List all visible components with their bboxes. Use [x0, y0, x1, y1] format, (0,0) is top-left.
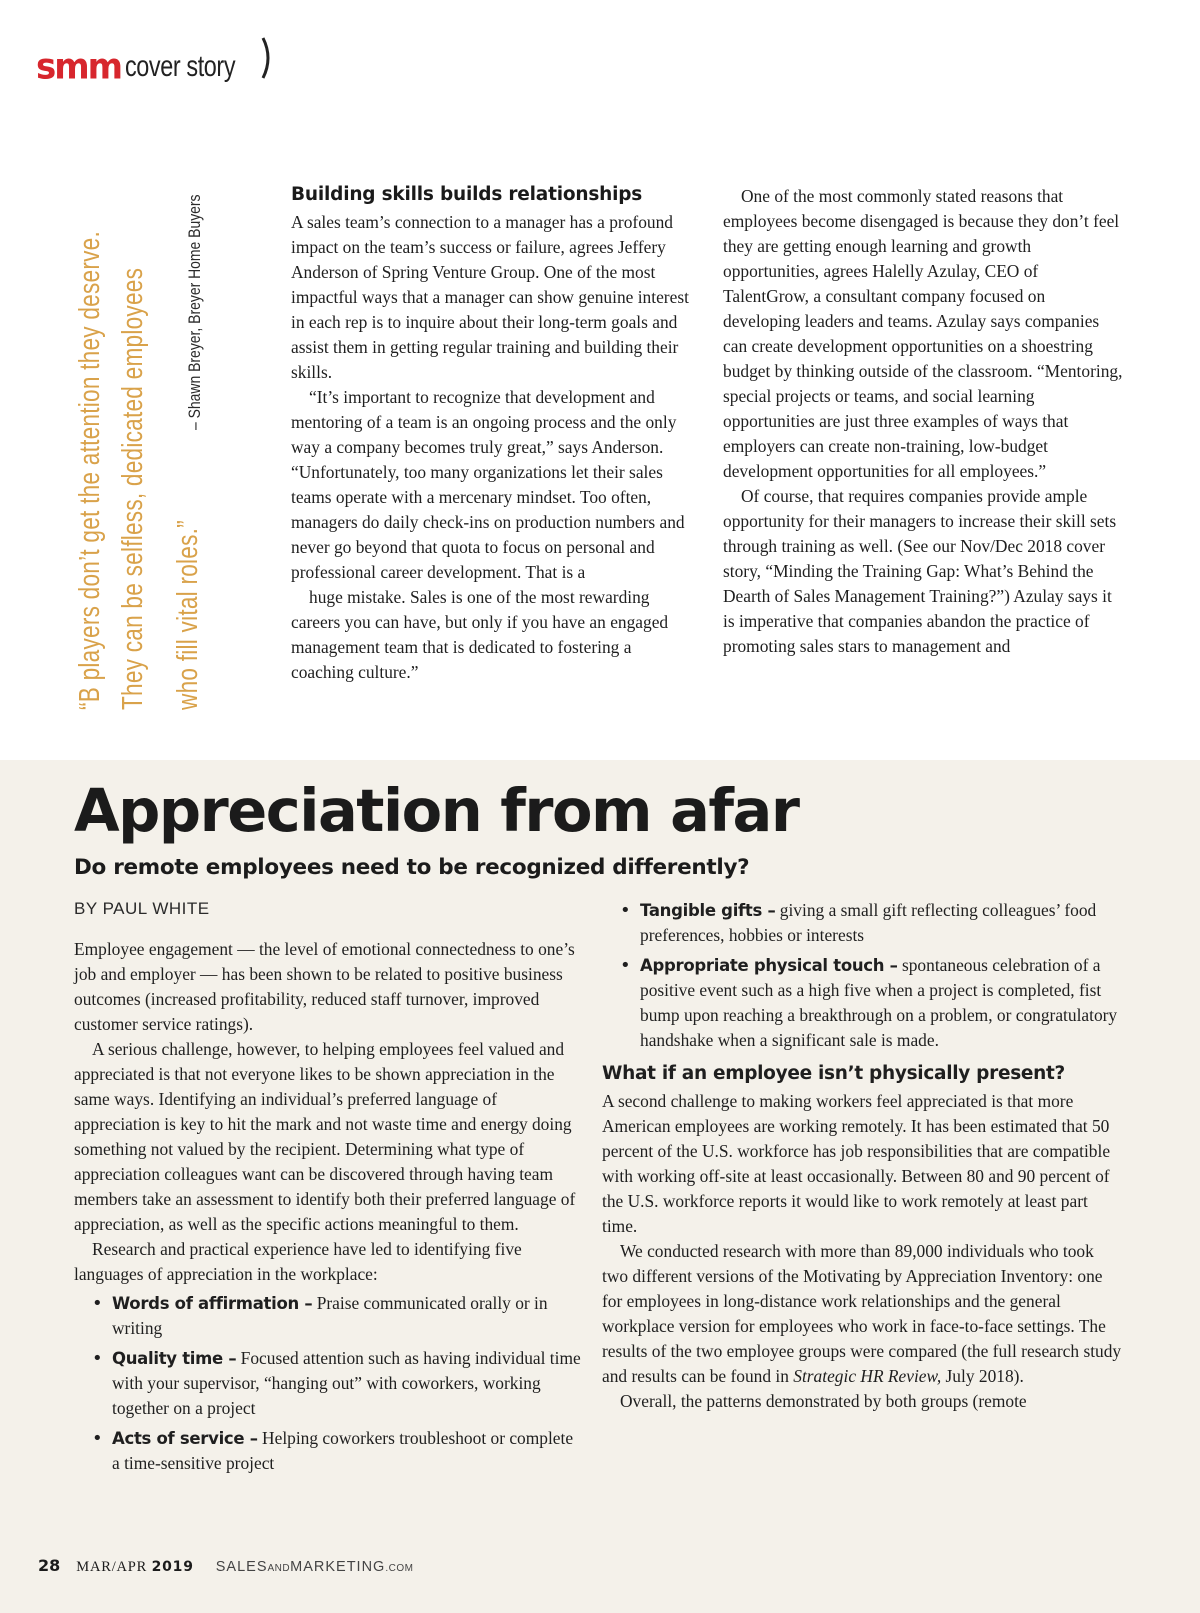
- appreciation-languages-list: [74, 1291, 584, 1476]
- pull-quote: [60, 180, 220, 730]
- top-article-column-2: [723, 184, 1123, 659]
- paragraph: We conducted research with more than 89,000 individuals who took two different versions of the Motivating by Appreciation Inventory: one for employees in long-distance work relationships and the general workplace version for employees who work in face-to-face settings. The results of the two employee groups were compared (the full research study and results can be found in Strategic HR Review, July 2018).: [602, 1241, 1122, 1386]
- page-number: 28: [38, 1556, 61, 1575]
- appreciation-languages-list-continued: [602, 898, 1122, 1053]
- paragraph: A serious challenge, however, to helping employees feel valued and appreciated is that not everyone likes to be shown appreciation in the same ways. Identifying an individual’s preferred language of appreciation is key to hit the mark and not waste time and energy doing something not valued by the recipient. Determining what type of appreciation colleagues want can be discovered through having team members take an assessment to identify both their preferred language of appreciation, as well as the specific actions meaningful to them.: [74, 1039, 576, 1234]
- top-article-column-1: [291, 182, 696, 685]
- list-item: • Words of affirmation – Praise communicated orally or in writing: [74, 1291, 584, 1341]
- page-footer: [38, 1556, 413, 1576]
- paragraph: Employee engagement — the level of emotional connectedness to one’s job and employer — has been shown to be related to positive business outcomes (increased profitability, reduced staff turnover, improved customer service ratings).: [74, 939, 575, 1034]
- article-subtitle: Do remote employees need to be recognized differently?: [74, 855, 750, 880]
- section-heading: Building skills builds relationships: [291, 184, 643, 205]
- section-label: cover story: [125, 50, 236, 83]
- paragraph: One of the most commonly stated reasons that employees become disengaged is because they don’t feel they are getting enough learning and growth opportunities, agrees Halelly Azulay, CEO of TalentGrow, a consultant company focused on developing leaders and teams. Azulay says companies can create development opportunities on a shoestring budget by thinking outside of the classroom. “Mentoring, special projects or teams, and social learning opportunities are just three examples of ways that employers can create non-training, low-budget development opportunities for all employees.”: [723, 186, 1123, 481]
- paragraph: “It’s important to recognize that development and mentoring of a team is an ongoing process and the only way a company becomes truly great,” says Anderson. “Unfortunately, too many organizations let their sales teams operate with a mercenary mindset. Too often, managers do daily check-ins on production numbers and never go beyond that quota to focus on personal and professional career development. That is a: [291, 387, 685, 582]
- section-heading: What if an employee isn’t physically present?: [602, 1063, 1065, 1084]
- list-item: • Appropriate physical touch – spontaneous celebration of a positive event such as a high five when a project is completed, fist bump upon reaching a breakthrough on a problem, or congratulatory handshake when a significant sale is made.: [602, 953, 1122, 1053]
- pull-quote-line: who fill vital roles.”: [172, 520, 204, 710]
- chevron-right-icon: [261, 36, 275, 80]
- list-item: • Tangible gifts – giving a small gift reflecting colleagues’ food preferences, hobbies or interests: [602, 898, 1122, 948]
- paragraph: huge mistake. Sales is one of the most rewarding careers you can have, but only if you have an engaged management team that is dedicated to fostering a coaching culture.”: [291, 587, 669, 682]
- paragraph: A sales team’s connection to a manager has a profound impact on the team’s success or failure, agrees Jeffery Anderson of Spring Venture Group. One of the most impactful ways that a manager can show genuine interest in each rep is to inquire about their long-term goals and assist them in getting regular training and building their skills.: [291, 212, 689, 382]
- feature-column-1: [74, 937, 584, 1481]
- smm-logo: smm: [36, 46, 122, 88]
- paragraph: Overall, the patterns demonstrated by both groups (remote: [620, 1391, 1027, 1411]
- pull-quote-line: “B players don’t get the attention they deserve.: [74, 230, 106, 710]
- masthead: [36, 34, 266, 88]
- article-title: Appreciation from afar: [74, 776, 799, 845]
- feature-column-2: [602, 898, 1122, 1414]
- pull-quote-line: They can be selfless, dedicated employees: [117, 267, 149, 710]
- paragraph: Of course, that requires companies provide ample opportunity for their managers to increase their skill sets through training as well. (See our Nov/Dec 2018 cover story, “Minding the Training Gap: What’s Behind the Dearth of Sales Management Training?”) Azulay says it is imperative that companies abandon the practice of promoting sales stars to management and: [723, 486, 1117, 656]
- list-item: • Quality time – Focused attention such as having individual time with your supervisor, “hanging out” with coworkers, working together on a project: [74, 1346, 584, 1421]
- byline: BY PAUL WHITE: [74, 899, 210, 918]
- paragraph: A second challenge to making workers feel appreciated is that more American employees are working remotely. It has been estimated that 50 percent of the U.S. workforce has job responsibilities that are compatible with working off-site at least occasionally. Between 80 and 90 percent of the U.S. workforce reports it would like to work remotely at least part time.: [602, 1091, 1111, 1236]
- paragraph: Research and practical experience have led to identifying five languages of appreciation in the workplace:: [74, 1239, 522, 1284]
- pull-quote-attribution: – Shawn Breyer, Breyer Home Buyers: [185, 194, 204, 430]
- list-item: • Acts of service – Helping coworkers troubleshoot or complete a time-sensitive project: [74, 1426, 584, 1476]
- issue-date: MAR/APR 2019: [76, 1559, 194, 1575]
- website-url: SALESANDMARKETING.COM: [215, 1559, 414, 1575]
